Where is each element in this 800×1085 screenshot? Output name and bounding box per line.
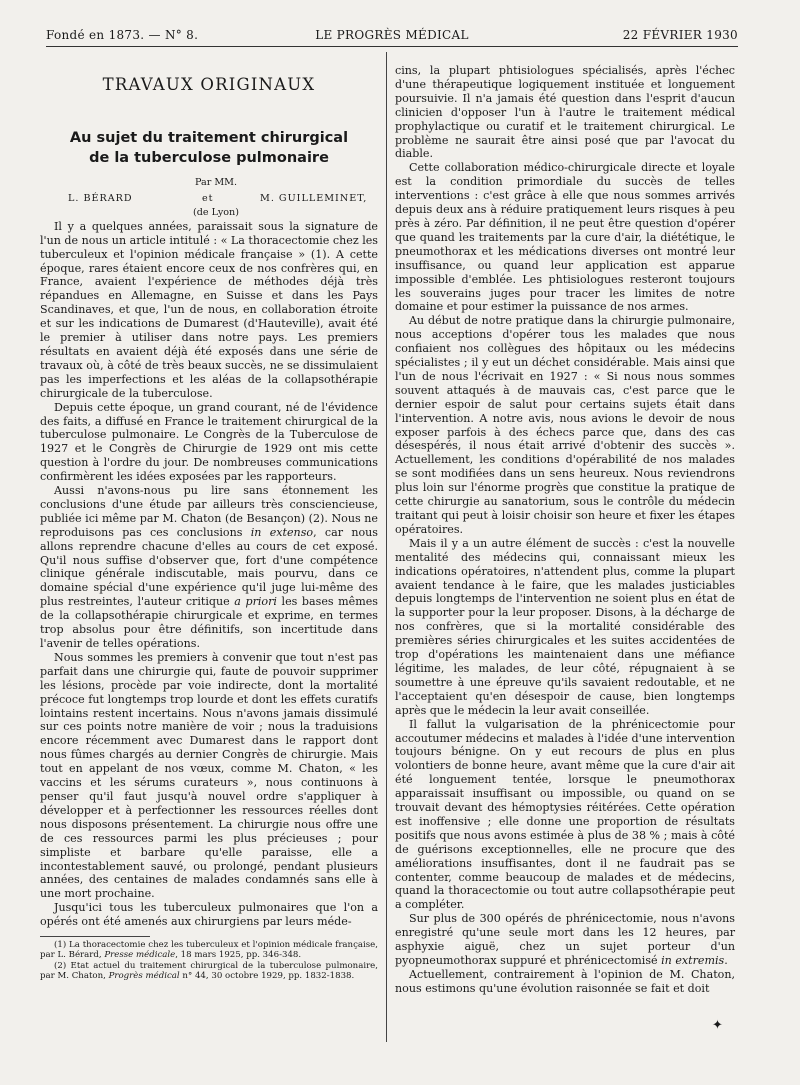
paragraph-text: , car nous allons reprendre chacune d'elles au cours de cet exposé. Qu'il nous suffise d'observer que, fort d'une compétence clinique générale indiscutable, mais pourvu, dans ce domaine spécial d'une expérience qu'il juge lui-même des plus restreintes, l'auteur critique: [40, 525, 378, 609]
footnote: [40, 961, 378, 982]
footnote-journal: Presse médicale: [104, 950, 176, 961]
footnote-text: , 18 mars 1925, pp. 346-348.: [175, 950, 302, 961]
right-column: [395, 64, 735, 996]
footnote-journal: Progrès médical: [108, 971, 180, 982]
article-title-line-2: de la tuberculose pulmonaire: [89, 149, 329, 166]
paragraph: Il y a quelques années, paraissait sous la signature de l'un de nous un article intitulé : « La thoracectomie chez les tuberculeux et l'opinion médicale française » (1). A cette époque, rares étaient encore ceux de nos confrères qui, en France, avaient l'expérience de méthodes déjà très répandues en Allemagne, en Suisse et dans les Pays Scandinaves, et que, l'un de nous, en collaboration étroite et sur les indications de Dumarest (d'Hauteville), avait été le premier à utiliser dans notre pays. Les premiers résultats en avaient déjà été exposés dans une série de travaux où, à côté de très beaux succès, ne se dissimulaient pas les imperfections et les aléas de la collapsothérapie chirurgicale de la tuberculose.: [40, 219, 379, 400]
latin-phrase: in extenso: [250, 525, 314, 539]
footnote-text: n° 44, 30 octobre 1929, pp. 1832-1838.: [179, 971, 355, 982]
paragraph: [40, 484, 378, 651]
authors: [40, 190, 378, 206]
footnote-text: (1) La thoracectomie chez les tuberculeux et l'opinion médicale française, par L. Bérard,: [40, 940, 378, 961]
paragraph: Jusqu'ici tous les tuberculeux pulmonaires que l'on a opérés ont été amenés aux chirurgiens par leurs méde-: [40, 901, 378, 929]
paragraph-text: .: [724, 954, 728, 967]
article-title: [40, 128, 378, 168]
byline: Par MM.: [194, 176, 238, 188]
paragraph: Actuellement, contrairement à l'opinion de M. Chaton, nous estimons qu'une évolution raisonnée se fait et doit: [395, 967, 735, 995]
paragraph: Cette collaboration médico-chirurgicale directe et loyale est la condition primordiale du succès de telles interventions : c'est grâce à elle que nous sommes arrivés depuis deux ans à réduire pratiquement leurs risques à peu près à zéro. Par définition, il ne peut être question d'opérer que quand les traitements par la cure d'air, la diététique, le pneumothorax et les médications diverses ont montré leur insuffisance, ou quand leur application est apparue impossible d'emblée. Les phtisiologues resteront toujours les souverains juges pour tracer les limites de notre domaine et pour estimer la puissance de nos armes.: [395, 161, 735, 314]
paragraph: [395, 912, 735, 968]
journal-title: LE PROGRÈS MÉDICAL: [315, 28, 469, 42]
article-title-line-1: Au sujet du traitement chirurgical: [69, 129, 349, 146]
paragraph: Nous sommes les premiers à convenir que tout n'est pas parfait dans une chirurgie qui, faute de pouvoir supprimer les lésions, procède par voie indirecte, dont la mortalité précoce fut longtemps trop lourde et dont les effets curatifs lointains restent incertains. Nous n'avons jamais dissimulé sur ces points notre manière de voir ; nous la traduisions encore récemment avec Dumarest dans le rapport dont nous fûmes chargés au dernier Congrès de chirurgie. Mais tout en appelant de nos vœux, comme M. Chaton, « les vaccins et les sérums curateurs », nous continuons à penser qu'il faut jusqu'à nouvel ordre s'appliquer à développer et à perfectionner les ressources réelles dont nous disposons présentement. La chirurgie nous offre une de ces ressources parmi les plus précieuses ; pour simpliste et barbare qu'elle paraisse, elle a incontestablement sauvé, ou prolongé, pendant plusieurs années, des centaines de malades condamnés sans elle à une mort prochaine.: [40, 650, 378, 901]
footnote-text: (2) Etat actuel du traitement chirurgical de la tuberculose pulmonaire, par M. Chaton,: [40, 960, 378, 982]
paragraph-text: les bases mêmes de la collapsothérapie chirurgicale et exprime, en termes trop absolus pour être définitifs, son incertitude dans l'avenir de telles opérations.: [40, 595, 379, 650]
author-guilleminet: M. GUILLEMINET,: [260, 192, 368, 204]
footnote: [40, 940, 378, 961]
paragraph: Il fallut la vulgarisation de la phrénicectomie pour accoutumer médecins et malades à l'idée d'une intervention toujours bénigne. On y eut recours de plus en plus volontiers de bonne heure, avant même que la cure d'air ait été longuement tentée, lorsque le pneumothorax apparaissait insuffisant ou impossible, ou quand on se trouvait devant des hémoptysies réitérées. Cette opération est inoffensive ; elle donne une proportion de résultats positifs que nous avons estimée à plus de 38 % ; mais à côté de guérisons exceptionnelles, elle ne procure que des améliorations insuffisantes, dont il ne faudrait pas se contenter, comme beaucoup de malades et de médecins, quand la thoracectomie ou tout autre collapsothérapie peut a compléter.: [395, 717, 735, 912]
column-divider: [386, 52, 387, 1042]
latin-phrase: in extremis: [661, 954, 725, 967]
paragraph-text: Sur plus de 300 opérés de phrénicectomie, nous n'avons enregistré qu'une seule mort dans les 12 heures, par asphyxie aiguë, chez un sujet porteur d'un pyopneumothorax suppuré et phrénicectomisé: [395, 912, 735, 967]
paragraph-text: Aussi n'avons-nous pu lire sans étonnement les conclusions d'une étude par ailleurs très consciencieuse, publiée ici même par M. Chaton (de Besançon) (2). Nous ne reproduisons pas ces conclusions: [40, 484, 378, 539]
journal-founding-and-issue: Fondé en 1873. — N° 8.: [46, 28, 199, 42]
latin-phrase: a priori: [234, 595, 277, 609]
paragraph: Depuis cette époque, un grand courant, né de l'évidence des faits, a diffusé en France le traitement chirurgical de la tuberculose pulmonaire. Le Congrès de la Tuberculose de 1927 et le Congrès de Chirurgie de 1929 ont mis cette question à l'ordre du jour. De nombreuses communications confirmèrent les idées exposées par les rapporteurs.: [40, 400, 378, 484]
affiliation: (de Lyon): [193, 206, 239, 218]
running-head: [46, 28, 738, 44]
left-column: [40, 75, 379, 982]
section-title: TRAVAUX ORIGINAUX: [102, 75, 316, 94]
footnote-rule: [40, 936, 150, 937]
continuation-ornament-icon: ✦: [712, 1018, 723, 1033]
paragraph: cins, la plupart phtisiologues spécialisés, après l'échec d'une thérapeutique logiquement instituée et longuement poursuivie. Il n'a jamais été question dans l'esprit d'aucun clinicien d'opposer l'un à l'autre le traitement médical prophylactique ou curatif et le traitement chirurgical. Le problème ne saurait être ainsi posé que par l'avocat du diable.: [395, 64, 735, 161]
header-rule: [46, 46, 738, 47]
paragraph: Mais il y a un autre élément de succès : c'est la nouvelle mentalité des médecins qui, connaissant mieux les indications opératoires, n'attendent plus, comme la plupart avaient tendance à le faire, que les malades justiciables depuis longtemps de l'intervention ne soient plus en état de la supporter pour la leur proposer. Disons, à la décharge de nos confrères, que si la mortalité considérable des premières séries chirurgicales et les suites accidentées de trop d'opérations les maintenaient dans une méfiance légitime, les malades, de leur côté, répugnaient à se soumettre à une épreuve qu'ils savaient redoutable, et ne l'acceptaient qu'en désespoir de cause, bien longtemps après que le médecin la leur avait conseillée.: [395, 536, 735, 717]
author-conjunction: et: [202, 192, 214, 204]
issue-date: 22 FÉVRIER 1930: [622, 28, 738, 42]
paragraph: Au début de notre pratique dans la chirurgie pulmonaire, nous acceptions d'opérer tous les malades que nous confiaient nos collègues des hôpitaux ou les médecins spécialistes ; il y eut un déchet considérable. Mais ainsi que l'un de nous l'écrivait en 1927 : « Si nous nous sommes souvent attaqués à de mauvais cas, c'est parce que le dernier espoir de salut pour certains sujets était dans l'intervention. A notre avis, nous avions le devoir de nous exposer parfois à des échecs parce que, dans des cas désespérés, il nous était arrivé d'obtenir des succès ». Actuellement, les conditions d'opérabilité de nos malades se sont modifiées dans un sens heureux. Nous reviendrons plus loin sur l'énorme progrès que constitue la pratique de cette chirurgie au sanatorium, sous le contrôle du médecin traitant qui peut à loisir choisir son heure et fixer les étapes opératoires.: [395, 314, 735, 536]
author-berard: L. BÉRARD: [68, 192, 133, 204]
